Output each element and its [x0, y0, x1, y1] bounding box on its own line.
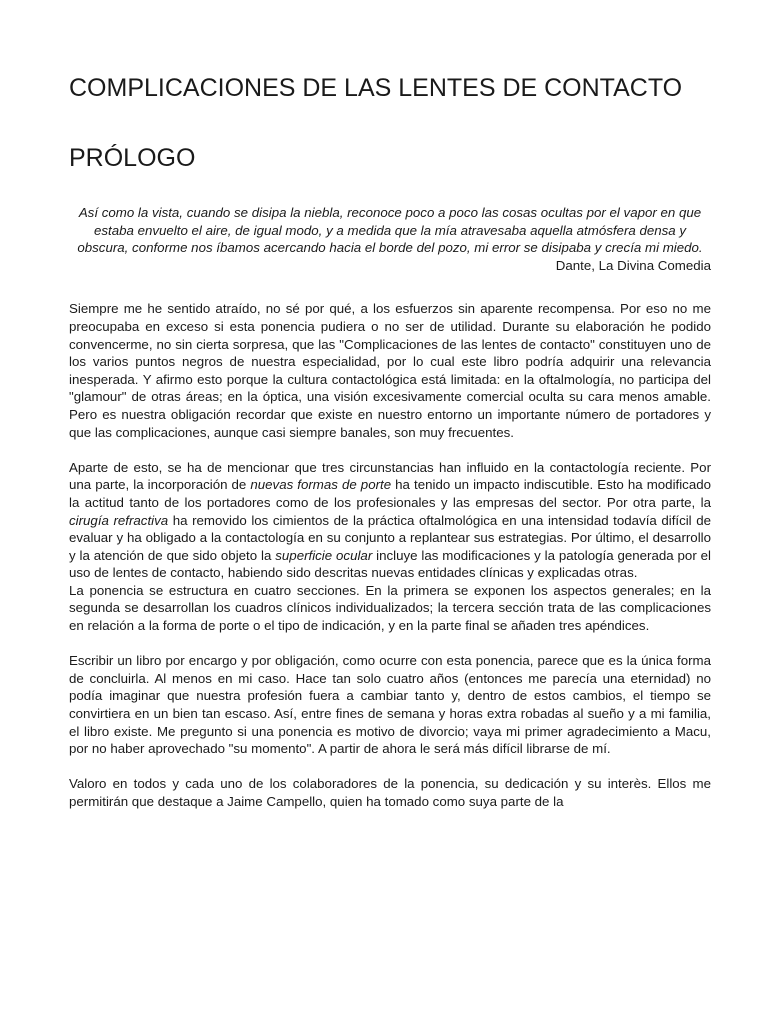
paragraph-2-text-2: ha tenido un impacto indiscutible. Esto ha modificado la actitud tanto de los portadores como de los profesionales y las empresas del sector. Por otra parte, la — [69, 477, 712, 510]
paragraph-2-emphasis-1: nuevas formas de porte — [250, 477, 392, 493]
paragraph-4: Escribir un libro por encargo y por obligación, como ocurre con esta ponencia, parece que es la única forma de concluirla. Al menos en mi caso. Hace tan solo cuatro años (entonces me parecía una eternidad) no podía imaginar que nuestra profesión fuera a cambiar tanto y, dentro de estos cambios, el tiempo se convirtiera en un bien tan escaso. Así, entre fines de semana y horas extra robadas al sueño y a mi familia, el libro existe. Me pregunto si una ponencia es motivo de divorcio; vaya mi primer agradecimiento a Macu, por no haber aprovechado "su momento". A partir de ahora le será más difícil librarse de mí. — [69, 653, 711, 757]
epigraph-quote: Así como la vista, cuando se disipa la niebla, reconoce poco a poco las cosas ocultas por el vapor en que estaba envuelto el aire, de igual modo, y a medida que la mía atravesaba aquella atmósfera densa y obscura, conforme nos íbamos acercando hacia el borde del pozo, mi error se disipaba y crecía mi miedo. — [77, 205, 703, 256]
paragraph-2-text-4: incluye las modificaciones y la patología generada por el uso de lentes de contacto, habiendo sido descritas nuevas entidades clínicas y explicadas otras. — [69, 547, 711, 581]
paragraph-2-emphasis-2: cirugía refractiva — [69, 512, 169, 528]
paragraph-2-text-1: Aparte de esto, se ha de mencionar que tres circunstancias han influido en la contactología reciente. Por una parte, la incorporación de — [69, 459, 711, 493]
document-title: COMPLICACIONES DE LAS LENTES DE CONTACTO — [69, 74, 683, 102]
paragraph-2-text-3: ha removido los cimientos de la práctica oftalmológica en una intensidad todavía difícil de evaluar y ha obligado a la contactología en su conjunto a replantear sus estrategias. Por último, el desarrollo y la atención de que sido objeto la — [69, 512, 711, 563]
paragraph-1: Siempre me he sentido atraído, no sé por qué, a los esfuerzos sin aparente recompensa. Por eso no me preocupaba en exceso si esta ponencia pudiera o no ser de utilidad. Durante su elaboración he podido convencerme, no sin cierta sorpresa, que las "Complicaciones de las lentes de contacto" constituyen uno de los varios puntos negros de nuestra especialidad, por lo cual este libro podría adquirir una relevancia inesperada. Y afirmo esto porque la cultura contactológica está limitada: en la oftalmología, no participa del "glamour" de otras áreas; en la óptica, una visión excesivamente comercial oculta su cara menos amable. Pero es nuestra obligación recordar que existe en nuestro entorno un importante número de portadores y que las complicaciones, aunque casi siempre banales, son muy frecuentes. — [69, 301, 711, 440]
epigraph-attribution: Dante, La Divina Comedia — [555, 257, 711, 273]
section-title: PRÓLOGO — [69, 144, 196, 172]
paragraph-2 — [69, 459, 711, 582]
paragraph-5: Valoro en todos y cada uno de los colaboradores de la ponencia, su dedicación y su interès. Ellos me permitirán que destaque a Jaime Campello, quien ha tomado como suya parte de la — [69, 776, 711, 809]
paragraph-2-emphasis-3: superficie ocular — [275, 547, 373, 563]
paragraph-3: La ponencia se estructura en cuatro secciones. En la primera se exponen los aspectos generales; en la segunda se desarrollan los cuadros clínicos individualizados; la tercera sección trata de las complicaciones en relación a la forma de porte o el tipo de indicación, y en la parte final se añaden tres apéndices. — [69, 582, 711, 634]
